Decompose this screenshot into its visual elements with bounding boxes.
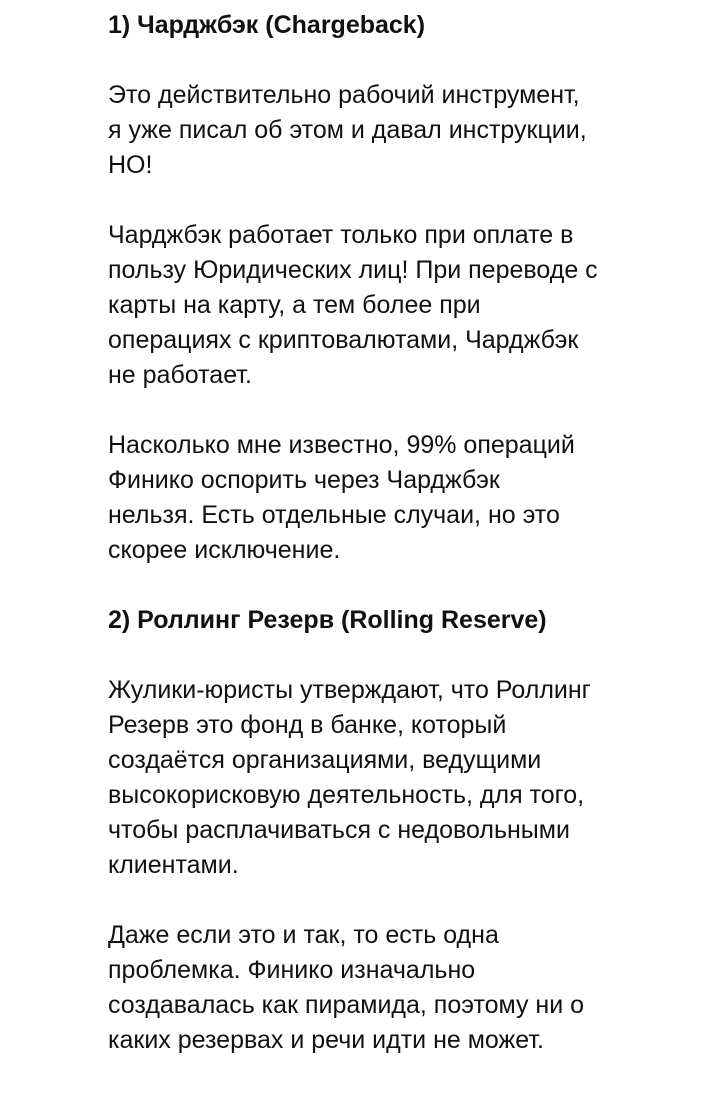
article-body [108,8,688,1093]
section-heading-chargeback: 1) Чарджбэк (Chargeback) [108,11,426,39]
section-heading-rolling-reserve: 2) Роллинг Резерв (Rolling Reserve) [108,606,547,634]
paragraph-chargeback-finiko: Насколько мне известно, 99% операций Финико оспорить через Чарджбэк нельзя. Есть отдельные случаи, но это скорее исключение. [108,431,575,564]
paragraph-rolling-reserve-claim: Жулики-юристы утверждают, что Роллинг Резерв это фонд в банке, который создаётся организациями, ведущими высокорисковую деятельность, для того, чтобы расплачиваться с недовольными клиентами. [108,676,591,879]
paragraph-rolling-reserve-pyramid: Даже если это и так, то есть одна проблемка. Финико изначально создавалась как пирамида, поэтому ни о каких резервах и речи идти не может. [108,921,585,1054]
paragraph-chargeback-intro: Это действительно рабочий инструмент, я уже писал об этом и давал инструкции, НО! [108,81,587,179]
paragraph-chargeback-legal-entities: Чарджбэк работает только при оплате в пользу Юридических лиц! При переводе с карты на карту, а тем более при операциях с криптовалютами, Чарджбэк не работает. [108,221,598,389]
